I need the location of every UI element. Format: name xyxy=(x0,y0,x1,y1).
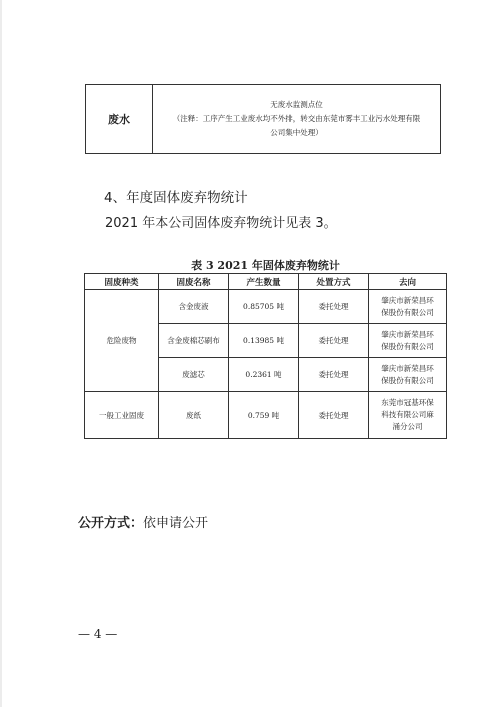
disclosure-value: 依申请公开 xyxy=(143,516,209,531)
disposal-method: 委托处理 xyxy=(299,358,369,392)
wastewater-row-header: 废水 xyxy=(86,85,153,154)
disclosure-label: 公开方式： xyxy=(78,516,144,531)
disposal-method: 委托处理 xyxy=(299,290,369,324)
waste-name: 废滤芯 xyxy=(159,358,229,392)
table-3-caption: 表 3 2021 年固体废弃物统计 xyxy=(191,259,340,272)
table-row xyxy=(85,392,447,439)
table-header-row xyxy=(85,274,447,290)
destination-line: 保股份有限公司 xyxy=(381,375,434,385)
header-destination: 去向 xyxy=(369,274,447,290)
header-disposal-method: 处置方式 xyxy=(299,274,369,290)
waste-name: 含金废棉芯刷布 xyxy=(159,324,229,358)
destination-line: 肇庆市新荣昌环 xyxy=(381,295,434,305)
destination-line: 科技有限公司麻 xyxy=(381,410,434,419)
waste-quantity: 0.85705 吨 xyxy=(229,290,299,324)
destination-line: 肇庆市新荣昌环 xyxy=(381,329,434,339)
destination-line: 保股份有限公司 xyxy=(381,341,434,351)
destination xyxy=(369,392,447,439)
category-general: 一般工业固废 xyxy=(85,392,159,439)
wastewater-line-1: 无废水监测点位 xyxy=(270,100,323,109)
disclosure-method xyxy=(78,512,208,531)
disposal-method: 委托处理 xyxy=(299,324,369,358)
destination xyxy=(369,290,447,324)
section-4-heading: 4、年度固体废弃物统计 xyxy=(104,190,248,206)
destination xyxy=(369,358,447,392)
waste-quantity: 0.13985 吨 xyxy=(229,324,299,358)
wastewater-monitoring-cell xyxy=(153,85,441,154)
waste-name: 含金废液 xyxy=(159,290,229,324)
destination-line: 涌分公司 xyxy=(392,422,423,431)
wastewater-table xyxy=(85,84,441,154)
wastewater-line-3: 公司集中处理） xyxy=(270,128,323,137)
wastewater-line-2: （注释：工序产生工业废水均不外排，转交由东莞市雾丰工业污水处理有限 xyxy=(172,114,421,123)
header-quantity: 产生数量 xyxy=(229,274,299,290)
destination-line: 肇庆市新荣昌环 xyxy=(381,363,434,373)
header-waste-name: 固废名称 xyxy=(159,274,229,290)
solid-waste-table xyxy=(84,273,447,439)
destination xyxy=(369,324,447,358)
page-edge-mark xyxy=(0,0,2,707)
category-hazardous: 危险废物 xyxy=(85,290,159,392)
table-row xyxy=(85,290,447,324)
waste-name: 废纸 xyxy=(159,392,229,439)
destination-line: 东莞市冠基环保 xyxy=(381,398,434,407)
destination-line: 保股份有限公司 xyxy=(381,307,434,317)
header-waste-category: 固废种类 xyxy=(85,274,159,290)
waste-quantity: 0.759 吨 xyxy=(229,392,299,439)
section-4-paragraph: 2021 年本公司固体废弃物统计见表 3。 xyxy=(105,216,337,231)
page-number: — 4 — xyxy=(78,627,118,641)
disposal-method: 委托处理 xyxy=(299,392,369,439)
waste-quantity: 0.2361 吨 xyxy=(229,358,299,392)
